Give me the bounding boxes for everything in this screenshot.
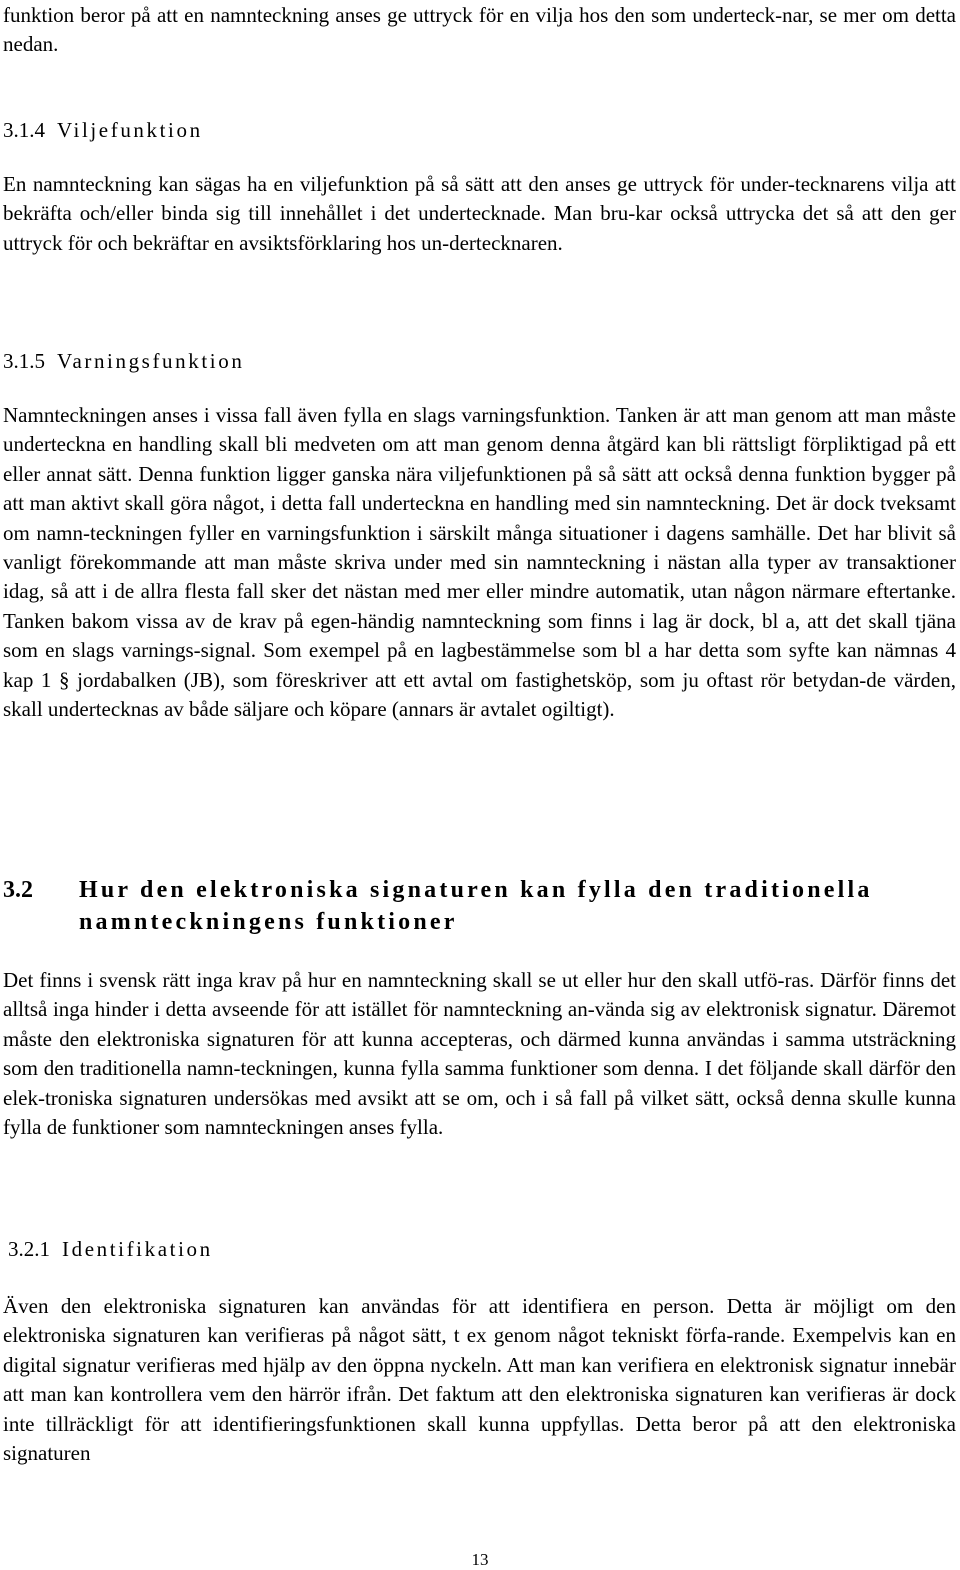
section-heading-3-2-1 [8,1236,213,1262]
section-number: 3.1.4 [3,118,45,142]
section-number: 3.2 [3,877,33,903]
section-title: Varningsfunktion [57,349,245,373]
section-title [79,874,939,938]
section-heading-3-1-4 [3,117,203,143]
intro-paragraph: funktion beror på att en namnteckning anses ge uttryck för en vilja hos den som underteck-nar, se mer om detta nedan. [3,3,956,57]
section-3-2-1-body [3,1292,956,1468]
section-paragraph: En namnteckning kan sägas ha en viljefunktion på så sätt att den anses ge uttryck för under-tecknarens vilja att bekräfta och/eller binda sig till innehållet i det undertecknade. Man bru-kar också uttrycka det så att den ger uttryck för och bekräftar en avsiktsförklaring hos un-dertecknaren. [3,172,956,255]
section-title-line-2: namnteckningens funktioner [79,909,458,935]
section-title-line-1: Hur den elektroniska signaturen kan fylla den traditionella [79,877,873,903]
section-paragraph: Även den elektroniska signaturen kan användas för att identifiera en person. Detta är möjligt om den elektroniska signaturen kan verifieras på något sätt, t ex genom något tekniskt förfa-rande. Exempelvis kan en digital signatur verifieras med hjälp av den öppna nyckeln. Att man kan verifiera en elektronisk signatur innebär att man kan kontrollera vem den härrör ifrån. Det faktum att den elektroniska signaturen kan verifieras är dock inte tillräckligt för att identifieringsfunktionen skall kunna uppfyllas. Detta beror på att den elektroniska signaturen [3,1294,956,1466]
page-number: 13 [471,1550,489,1569]
section-3-1-4-body [3,170,956,258]
section-3-1-5-body [3,401,956,724]
section-paragraph: Det finns i svensk rätt inga krav på hur en namnteckning skall se ut eller hur den skall utfö-ras. Därför finns det alltså inga hinder i detta avseende för att istället för namnteckning an-vända sig av elektronisk signatur. Däremot måste den elektroniska signaturen för att kunna accepteras, och därmed kunna användas i samma utsträckning som den traditionella namn-teckningen, kunna fylla samma funktioner som denna. I det följande skall därför den elek-troniska signaturen undersökas med avsikt att se om, och i så fall på vilket sätt, också denna skulle kunna fylla de funktioner som namnteckningen anses fylla. [3,968,956,1140]
section-title: Identifikation [62,1237,213,1261]
section-number: 3.1.5 [3,349,45,373]
section-heading-3-1-5 [3,348,244,374]
section-paragraph: Namnteckningen anses i vissa fall även fylla en slags varningsfunktion. Tanken är att man genom att man måste underteckna en handling skall bli medveten om att man genom denna åtgärd kan bli rättsligt förpliktigad på ett eller annat sätt. Denna funktion ligger ganska nära viljefunktionen på så sätt att också denna funktion bygger på att man aktivt skall göra något, i detta fall underteckna en handling med sin namnteckning. Det är dock tveksamt om namn-teckningen fyller en varningsfunktion i särskilt många situationer i dagens samhälle. Det har blivit så vanligt förekommande att man måste skriva under med sin namnteckning i nästan alla typer av transaktioner idag, så att i de allra flesta fall sker det nästan med mer eller mindre automatik, utan någon närmare eftertanke. Tanken bakom vissa av de krav på egen-händig namnteckning som finns i lag är dock, bl a, att det skall tjäna som en slags varnings-signal. Som exempel på en lagbestämmelse som bl a har detta som syfte kan nämnas 4 kap 1 § jordabalken (JB), som föreskriver att ett avtal om fastighetsköp, som ju oftast rör betydan-de värden, skall undertecknas av både säljare och köpare (annars är avtalet ogiltigt). [3,403,956,722]
section-title: Viljefunktion [57,118,203,142]
section-3-2-body [3,966,956,1142]
intro-paragraph-block [3,1,956,60]
section-number: 3.2.1 [8,1237,50,1261]
